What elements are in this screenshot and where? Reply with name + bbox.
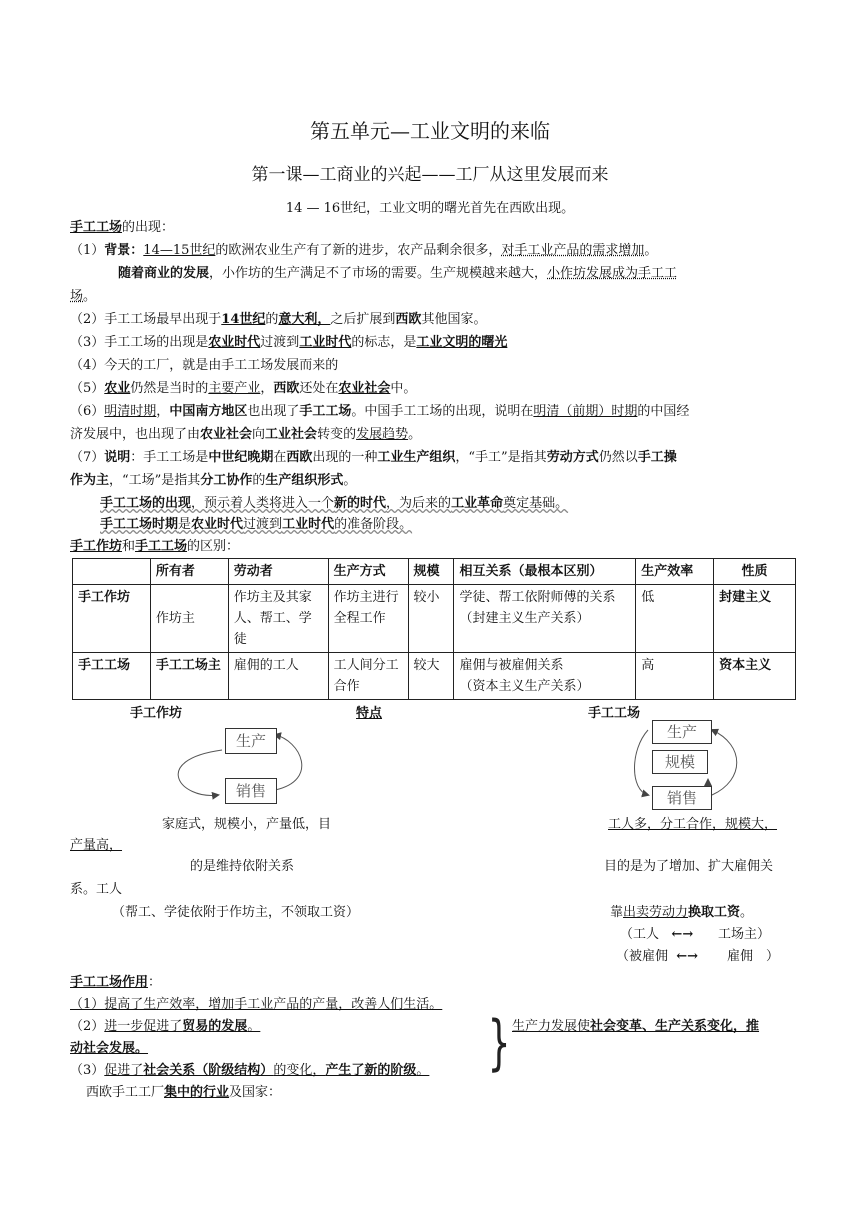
- item-7: （7）说明：手工工场是中世纪晚期在西欧出现的一种工业生产组织，“手工”是指其劳动方式仍然以手工操: [70, 450, 677, 465]
- left-feature-1: 家庭式，规模小，产量低，目: [162, 817, 332, 832]
- table-cell: 作坊主进行全程工作: [328, 585, 408, 653]
- right-feature-1: 工人多，分工合作，规模大，: [608, 817, 778, 832]
- item-7b: 作为主，“工场”是指其分工协作的生产组织形式。: [70, 473, 357, 488]
- table-cell: 雇佣的工人: [228, 653, 328, 700]
- flow-box-sales: 销售: [652, 786, 712, 810]
- effect-summary-cont: 动社会发展。: [70, 1041, 149, 1056]
- flow-box-sales: 销售: [225, 778, 277, 804]
- section-heading-difference: 手工作坊和手工工场的区别：: [70, 539, 240, 554]
- effect-summary: 生产力发展使社会变革、生产关系变化，推: [512, 1019, 760, 1034]
- left-feature-3: （帮工、学徒依附于作坊主，不领取工资）: [112, 905, 360, 920]
- table-header-cell: 性质: [714, 559, 796, 585]
- unit-title: 第五单元—工业文明的来临: [310, 119, 550, 143]
- table-cell: 手工工场主: [150, 653, 228, 700]
- table-header-cell: 规模: [408, 559, 454, 585]
- diagram-left-title: 手工作坊: [130, 706, 183, 721]
- relation-1: （工人 ←→ 工场主）: [620, 927, 771, 942]
- subtitle: 14 — 16世纪，工业文明的曙光首先在西欧出现。: [285, 201, 575, 216]
- item-6b: 济发展中，也出现了由农业社会向工业社会转变的发展趋势。: [70, 427, 422, 442]
- section-heading-emergence: 手工工场的出现：: [70, 220, 175, 235]
- table-header-cell: 生产效率: [636, 559, 714, 585]
- flow-box-production: 生产: [652, 720, 712, 744]
- flow-box-scale: 规模: [652, 750, 708, 774]
- table-cell: 手工工场: [73, 653, 151, 700]
- left-feature-2: 的是维持依附关系: [190, 859, 295, 874]
- item-3: （3）手工工场的出现是农业时代过渡到工业时代的标志，是工业文明的曙光: [70, 335, 508, 350]
- item-2: （2）手工工场最早出现于14世纪的意大利，之后扩展到西欧其他国家。: [70, 312, 487, 327]
- item-background-3: 场。: [70, 289, 97, 304]
- table-cell: 作坊主及其家人、帮工、学徒: [228, 585, 328, 653]
- table-header-cell: 所有者: [150, 559, 228, 585]
- table-header-cell: 生产方式: [328, 559, 408, 585]
- lesson-title: 第一课—工商业的兴起——工厂从这里发展而来: [251, 165, 609, 185]
- flow-box-production: 生产: [225, 728, 277, 754]
- conclusion-1: 手工工场的出现，预示着人类将进入一个新的时代，为后来的工业革命奠定基础。: [100, 496, 569, 511]
- conclusion-2: 手工工场时期是农业时代过渡到工业时代的准备阶段。: [100, 517, 413, 532]
- right-feature-1-cont: 产量高，: [70, 838, 123, 853]
- item-6: （6）明清时期，中国南方地区也出现了手工工场。中国手工工场的出现，说明在明清（前期）时期的中国经: [70, 404, 690, 419]
- table-cell: 雇佣与被雇佣关系 （资本主义生产关系）: [454, 653, 636, 700]
- section-heading-effects: 手工工场作用：: [70, 975, 162, 990]
- relation-2: （被雇佣 ←→ 雇佣 ）: [616, 949, 780, 964]
- effect-1: （1）提高了生产效率，增加手工业产品的产量，改善人们生活。: [70, 997, 443, 1012]
- right-feature-3: 靠出卖劳动力换取工资。: [610, 905, 754, 920]
- effect-3: （3）促进了社会关系（阶级结构）的变化，产生了新的阶级。: [70, 1063, 430, 1078]
- industries-heading: 西欧手工工厂集中的行业及国家：: [86, 1085, 282, 1100]
- table-cell: 较小: [408, 585, 454, 653]
- right-feature-2: 目的是为了增加、扩大雇佣关: [604, 859, 774, 874]
- item-background: （1）背景：14—15世纪的欧洲农业生产有了新的进步，农产品剩余很多，对手工业产品的需求增加。: [70, 243, 658, 258]
- brace-icon: }: [487, 1008, 511, 1078]
- table-cell: 较大: [408, 653, 454, 700]
- diagram-mid-title: 特点: [356, 706, 383, 721]
- diagram-right-title: 手工工场: [588, 706, 641, 721]
- table-cell: 封建主义: [714, 585, 796, 653]
- table-cell: 资本主义: [714, 653, 796, 700]
- effect-2: （2）进一步促进了贸易的发展。: [70, 1019, 261, 1034]
- table-header-cell: 相互关系（最根本区别）: [454, 559, 636, 585]
- table-cell: 工人间分工合作: [328, 653, 408, 700]
- table-cell: 高: [636, 653, 714, 700]
- item-5: （5）农业仍然是当时的主要产业，西欧还处在农业社会中。: [70, 381, 417, 396]
- right-feature-2-cont: 系。工人: [70, 882, 123, 897]
- table-cell: 学徒、帮工依附师傅的关系（封建主义生产关系）: [454, 585, 636, 653]
- table-cell: 低: [636, 585, 714, 653]
- item-4: （4）今天的工厂，就是由手工工场发展而来的: [70, 358, 339, 373]
- table-header-cell: 劳动者: [228, 559, 328, 585]
- table-cell: 手工作坊: [73, 585, 151, 653]
- item-background-2: 随着商业的发展，小作坊的生产满足不了市场的需要。生产规模越来越大，小作坊发展成为手工工: [118, 266, 678, 281]
- table-cell: 作坊主: [150, 585, 228, 653]
